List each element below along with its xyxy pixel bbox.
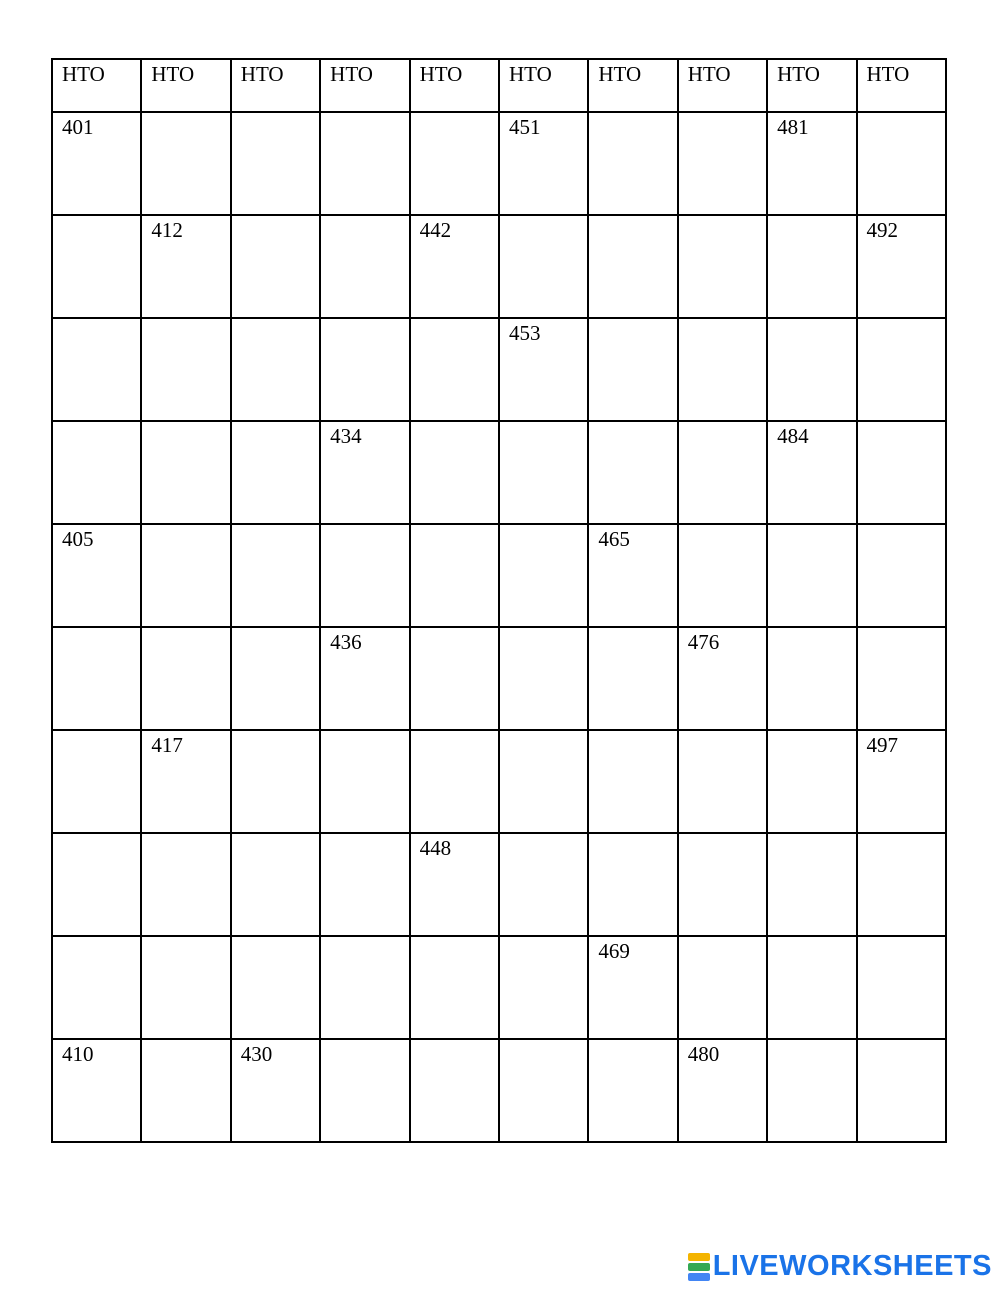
logo-text: LIVEWORKSHEETS [712,1250,992,1282]
blank-answer-cell[interactable] [52,730,141,833]
blank-answer-cell[interactable] [857,833,946,936]
blank-answer-cell[interactable] [320,833,409,936]
blank-answer-cell[interactable] [410,730,499,833]
blank-answer-cell[interactable] [588,421,677,524]
blank-answer-cell[interactable] [678,421,767,524]
blank-answer-cell[interactable] [231,833,320,936]
blank-answer-cell[interactable] [141,936,230,1039]
blank-answer-cell[interactable] [678,318,767,421]
column-header: HTO [141,59,230,112]
blank-answer-cell[interactable] [678,524,767,627]
blank-answer-cell[interactable] [141,524,230,627]
blank-answer-cell[interactable] [499,627,588,730]
blank-answer-cell[interactable] [320,1039,409,1142]
column-header: HTO [588,59,677,112]
blank-answer-cell[interactable] [141,1039,230,1142]
column-header: HTO [52,59,141,112]
given-number-cell: 442 [410,215,499,318]
given-number-cell: 434 [320,421,409,524]
blank-answer-cell[interactable] [231,421,320,524]
blank-answer-cell[interactable] [52,627,141,730]
blank-answer-cell[interactable] [410,936,499,1039]
blank-answer-cell[interactable] [410,112,499,215]
given-number-cell: 401 [52,112,141,215]
blank-answer-cell[interactable] [767,730,856,833]
column-header: HTO [678,59,767,112]
blank-answer-cell[interactable] [499,1039,588,1142]
grid-row [52,936,946,1039]
blank-answer-cell[interactable] [231,936,320,1039]
blank-answer-cell[interactable] [678,936,767,1039]
grid-row [52,730,946,833]
blank-answer-cell[interactable] [320,524,409,627]
given-number-cell: 497 [857,730,946,833]
blank-answer-cell[interactable] [499,730,588,833]
header-row [52,59,946,112]
blank-answer-cell[interactable] [231,730,320,833]
given-number-cell: 469 [588,936,677,1039]
blank-answer-cell[interactable] [141,421,230,524]
blank-answer-cell[interactable] [410,318,499,421]
given-number-cell: 465 [588,524,677,627]
column-header: HTO [410,59,499,112]
blank-answer-cell[interactable] [857,421,946,524]
blank-answer-cell[interactable] [857,627,946,730]
logo-block-yellow [688,1253,710,1261]
blank-answer-cell[interactable] [231,112,320,215]
blank-answer-cell[interactable] [588,318,677,421]
blank-answer-cell[interactable] [499,936,588,1039]
blank-answer-cell[interactable] [410,627,499,730]
blank-answer-cell[interactable] [320,730,409,833]
blank-answer-cell[interactable] [588,730,677,833]
column-header: HTO [857,59,946,112]
grid-body [52,112,946,1142]
blank-answer-cell[interactable] [767,833,856,936]
grid-row [52,421,946,524]
blank-answer-cell[interactable] [141,627,230,730]
given-number-cell: 476 [678,627,767,730]
blank-answer-cell[interactable] [588,833,677,936]
liveworksheets-logo [688,1252,992,1281]
blank-answer-cell[interactable] [499,421,588,524]
blank-answer-cell[interactable] [499,524,588,627]
blank-answer-cell[interactable] [857,112,946,215]
blank-answer-cell[interactable] [857,318,946,421]
given-number-cell: 405 [52,524,141,627]
column-header: HTO [767,59,856,112]
given-number-cell: 430 [231,1039,320,1142]
grid-row [52,627,946,730]
blank-answer-cell[interactable] [320,112,409,215]
grid-row [52,215,946,318]
column-header: HTO [320,59,409,112]
blank-answer-cell[interactable] [857,936,946,1039]
blank-answer-cell[interactable] [588,112,677,215]
blank-answer-cell[interactable] [410,421,499,524]
grid-row [52,112,946,215]
given-number-cell: 412 [141,215,230,318]
blank-answer-cell[interactable] [52,936,141,1039]
blank-answer-cell[interactable] [141,112,230,215]
blank-answer-cell[interactable] [231,215,320,318]
blank-answer-cell[interactable] [857,524,946,627]
blank-answer-cell[interactable] [767,1039,856,1142]
blank-answer-cell[interactable] [52,215,141,318]
blank-answer-cell[interactable] [141,833,230,936]
given-number-cell: 484 [767,421,856,524]
grid-row [52,524,946,627]
given-number-cell: 410 [52,1039,141,1142]
given-number-cell: 480 [678,1039,767,1142]
blank-answer-cell[interactable] [678,112,767,215]
given-number-cell: 436 [320,627,409,730]
given-number-cell: 492 [857,215,946,318]
blank-answer-cell[interactable] [767,524,856,627]
blank-answer-cell[interactable] [141,318,230,421]
blank-answer-cell[interactable] [52,833,141,936]
blank-answer-cell[interactable] [52,421,141,524]
liveworksheets-logo-icon [688,1253,710,1281]
blank-answer-cell[interactable] [767,627,856,730]
blank-answer-cell[interactable] [320,936,409,1039]
blank-answer-cell[interactable] [588,627,677,730]
blank-answer-cell[interactable] [320,318,409,421]
number-grid [51,58,947,1143]
grid-row [52,833,946,936]
logo-block-green [688,1263,710,1271]
blank-answer-cell[interactable] [767,215,856,318]
given-number-cell: 453 [499,318,588,421]
given-number-cell: 481 [767,112,856,215]
logo-block-blue [688,1273,710,1281]
blank-answer-cell[interactable] [231,318,320,421]
column-header: HTO [231,59,320,112]
blank-answer-cell[interactable] [767,936,856,1039]
given-number-cell: 448 [410,833,499,936]
blank-answer-cell[interactable] [767,318,856,421]
blank-answer-cell[interactable] [678,833,767,936]
column-header: HTO [499,59,588,112]
blank-answer-cell[interactable] [857,1039,946,1142]
given-number-cell: 417 [141,730,230,833]
blank-answer-cell[interactable] [678,730,767,833]
blank-answer-cell[interactable] [410,1039,499,1142]
blank-answer-cell[interactable] [499,215,588,318]
blank-answer-cell[interactable] [410,524,499,627]
grid-row [52,318,946,421]
blank-answer-cell[interactable] [231,524,320,627]
blank-answer-cell[interactable] [588,215,677,318]
blank-answer-cell[interactable] [678,215,767,318]
blank-answer-cell[interactable] [588,1039,677,1142]
grid-row [52,1039,946,1142]
blank-answer-cell[interactable] [320,215,409,318]
blank-answer-cell[interactable] [499,833,588,936]
given-number-cell: 451 [499,112,588,215]
blank-answer-cell[interactable] [52,318,141,421]
blank-answer-cell[interactable] [231,627,320,730]
